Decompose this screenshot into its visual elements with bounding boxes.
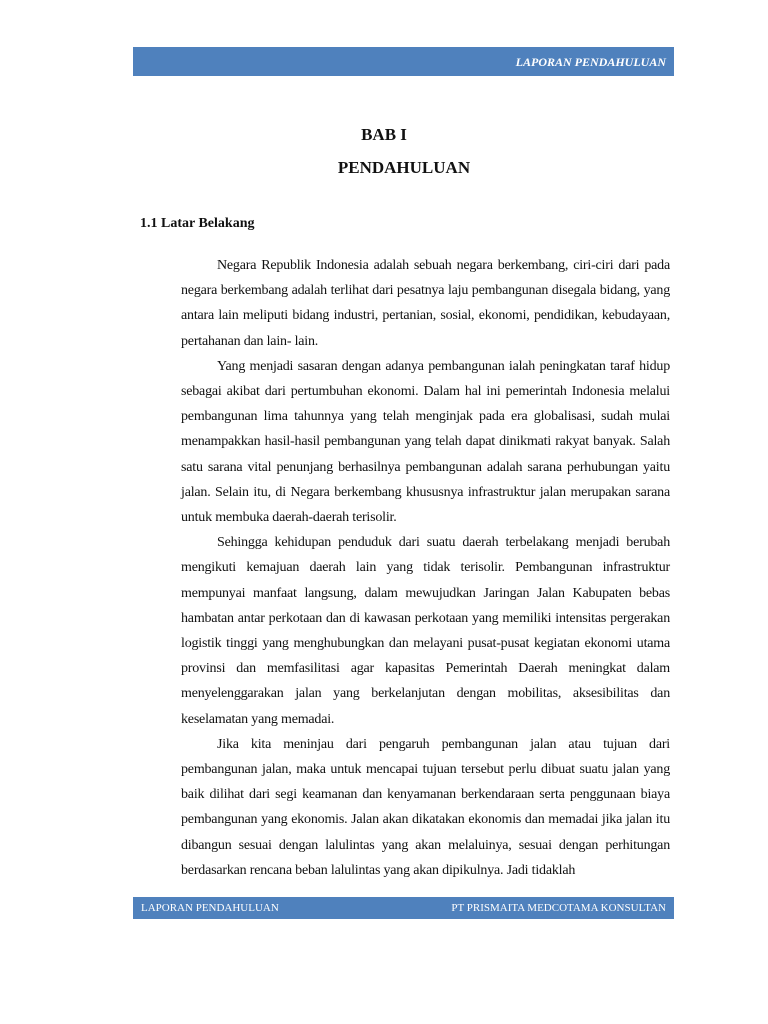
chapter-title: PENDAHULUAN — [337, 158, 471, 177]
chapter-number: BAB I — [361, 125, 407, 144]
paragraph: Sehingga kehidupan penduduk dari suatu daerah terbelakang menjadi berubah mengikuti kemajuan daerah lain yang tidak terisolir. Pembangunan infrastruktur mempunyai manfaat langsung, dalam mewujudkan Jaringan Jalan Kabupaten bebas hambatan antar perkotaan dan di kawasan perkotaan yang memiliki intensitas pergerakan logistik tinggi yang menghubungkan dan melayani pusat-pusat kegiatan ekonomi utama provinsi dan memfasilitasi agar kapasitas Pemerintah Daerah meningkat dalam menyelenggarakan jalan yang berkelanjutan dengan mobilitas, aksesibilitas dan keselamatan yang memadai. — [181, 535, 670, 727]
paragraph: Yang menjadi sasaran dengan adanya pembangunan ialah peningkatan taraf hidup sebagai akibat dari pertumbuhan ekonomi. Dalam hal ini pemerintah Indonesia melalui pembangunan lima tahunnya yang telah menginjak pada era globalisasi, sudah mulai menampakkan hasil-hasil pembangunan yang telah dapat dinikmati rakyat banyak. Salah satu sarana vital penunjang berhasilnya pembangunan adalah sarana perhubungan yaitu jalan. Selain itu, di Negara berkembang khususnya infrastruktur jalan merupakan sarana untuk membuka daerah-daerah terisolir. — [181, 358, 670, 526]
footer-document-title: LAPORAN PENDAHULUAN — [141, 902, 279, 914]
body-text — [181, 253, 670, 883]
section-heading: 1.1 Latar Belakang — [140, 216, 255, 231]
paragraph: Negara Republik Indonesia adalah sebuah negara berkembang, ciri-ciri dari pada negara berkembang adalah terlihat dari pesatnya laju pembangunan disegala bidang, yang antara lain meliputi bidang industri, pertanian, sosial, ekonomi, pendidikan, kebudayaan, pertahanan dan lain- lain. — [181, 258, 670, 349]
page-header-bar — [133, 47, 674, 76]
paragraph: Jika kita meninjau dari pengaruh pembangunan jalan atau tujuan dari pembangunan jalan, maka untuk mencapai tujuan tersebut perlu dibuat suatu jalan yang baik dilihat dari segi keamanan dan kenyamanan berkendaraan serta penggunaan biaya pembangunan yang ekonomis. Jalan akan dikatakan ekonomis dan memadai jika jalan itu dibangun sesuai dengan lalulintas yang akan melaluinya, sesuai dengan perhitungan berdasarkan rencana beban lalulintas yang akan dipikulnya. Jadi tidaklah — [181, 736, 670, 878]
footer-company-name: PT PRISMAITA MEDCOTAMA KONSULTAN — [451, 902, 666, 914]
header-title: LAPORAN PENDAHULUAN — [515, 55, 666, 69]
page-footer-bar — [133, 897, 674, 919]
